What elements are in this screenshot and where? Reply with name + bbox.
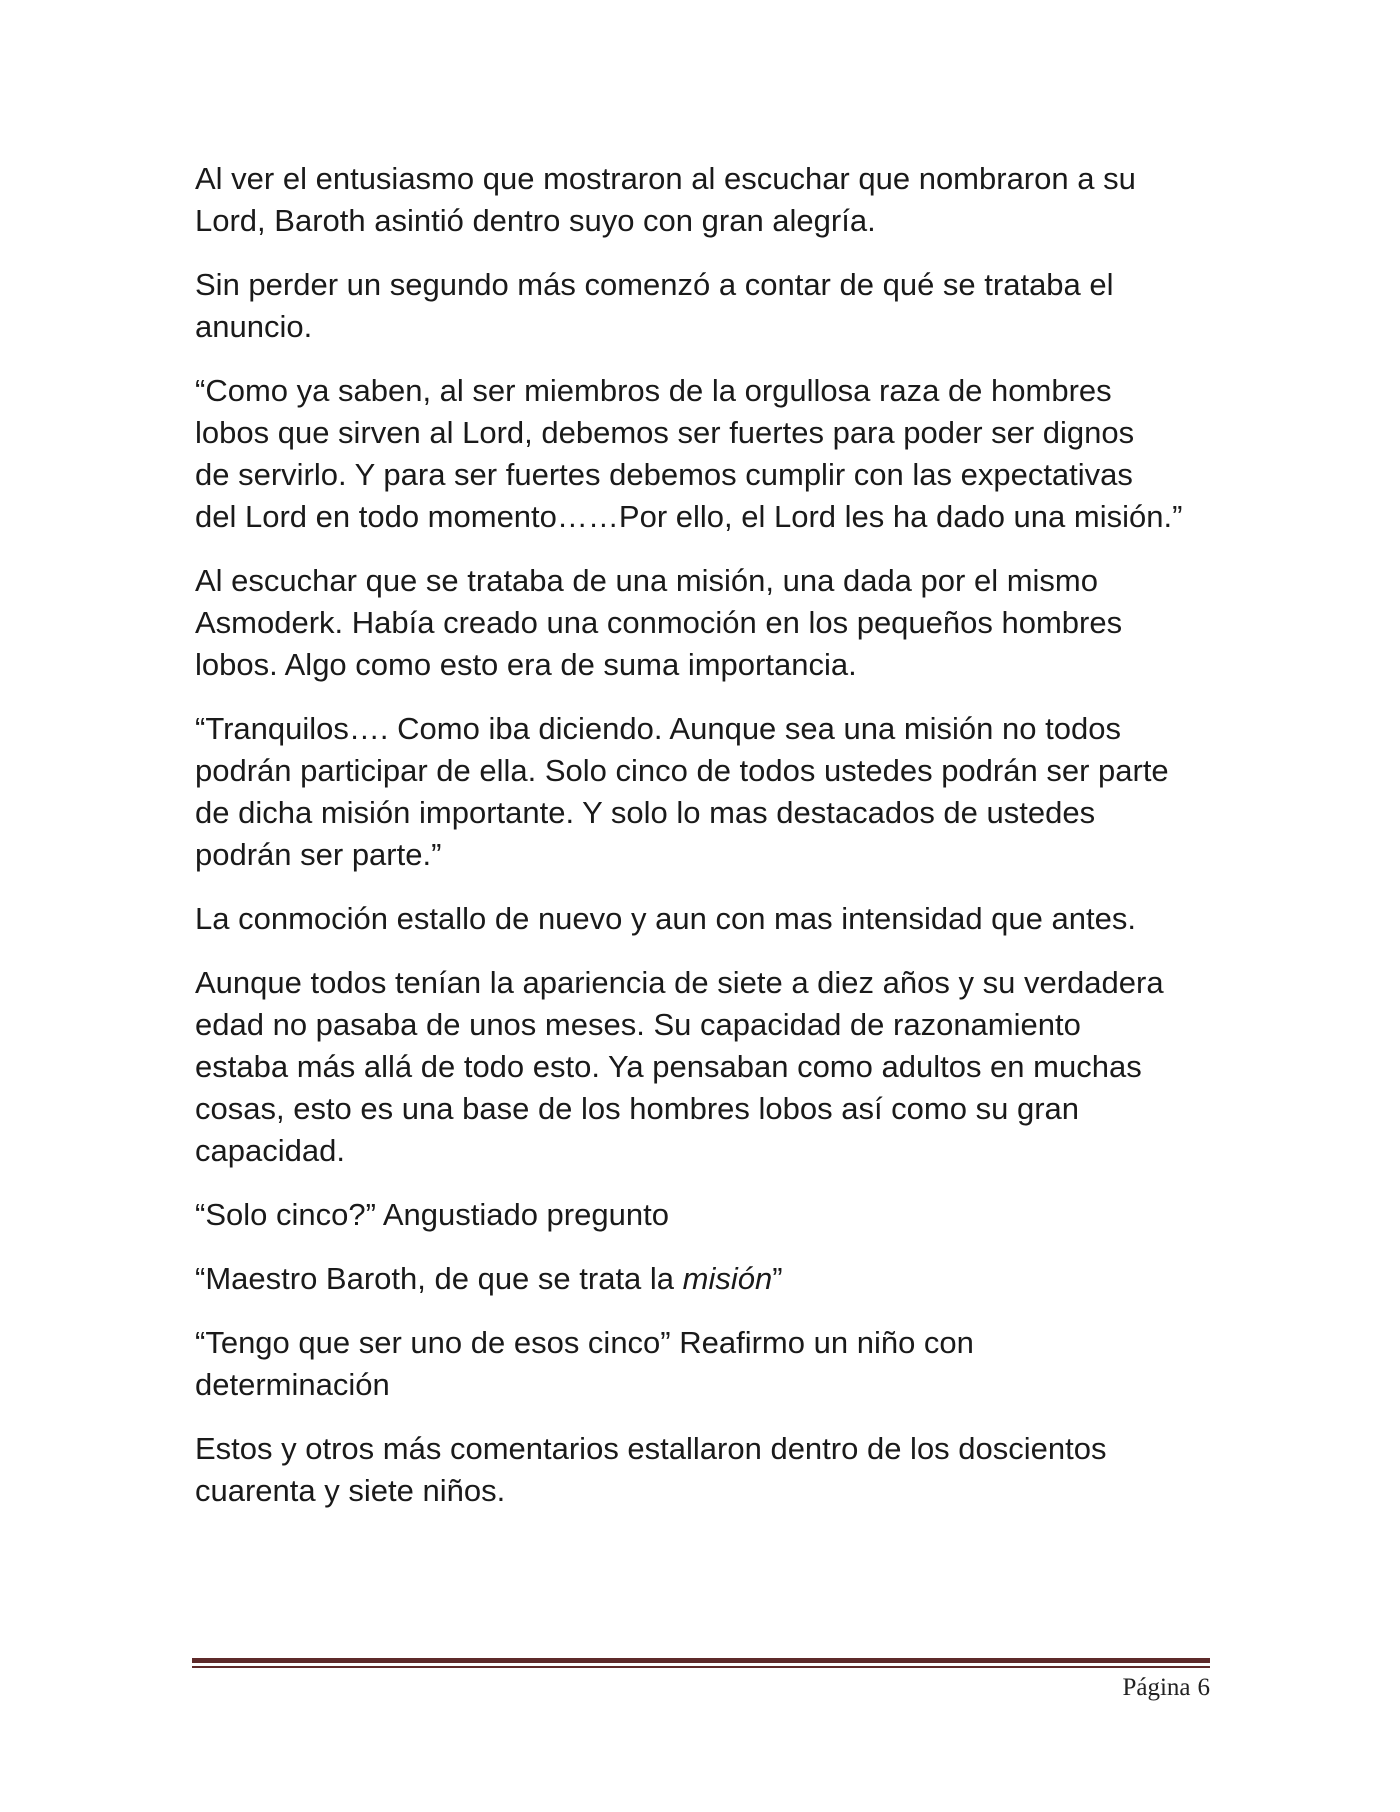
page-number: [1122, 1674, 1210, 1702]
text-line: [195, 1258, 1235, 1300]
paragraph-7: [195, 962, 1235, 1172]
body-text: [195, 158, 1235, 1534]
text-line: cosas, esto es una base de los hombres lobos así como su gran: [195, 1091, 1079, 1126]
text-line: Sin perder un segundo más comenzó a contar de qué se trataba el: [195, 267, 1114, 302]
text-line: determinación: [195, 1367, 390, 1402]
text-line: “Tengo que ser uno de esos cinco” Reafirmo un niño con: [195, 1325, 974, 1360]
text-run: ”: [772, 1261, 783, 1296]
text-line: Asmoderk. Había creado una conmoción en los pequeños hombres: [195, 605, 1123, 640]
text-line: podrán ser parte.”: [195, 837, 442, 872]
text-line: Al escuchar que se trataba de una misión, una dada por el mismo: [195, 563, 1098, 598]
paragraph-9: [195, 1258, 1235, 1300]
emphasized-word: misión: [682, 1261, 773, 1296]
footer-divider-thick: [192, 1658, 1210, 1663]
text-line: edad no pasaba de unos meses. Su capacidad de razonamiento: [195, 1007, 1081, 1042]
text-line: podrán participar de ella. Solo cinco de todos ustedes podrán ser parte: [195, 753, 1169, 788]
text-line: “Solo cinco?” Angustiado pregunto: [195, 1197, 669, 1232]
footer-divider-thin: [192, 1666, 1210, 1668]
text-line: de servirlo. Y para ser fuertes debemos cumplir con las expectativas: [195, 457, 1133, 492]
text-line: capacidad.: [195, 1133, 345, 1168]
text-line: del Lord en todo momento……Por ello, el Lord les ha dado una misión.”: [195, 499, 1183, 534]
paragraph-6: [195, 898, 1235, 940]
text-line: Al ver el entusiasmo que mostraron al escuchar que nombraron a su: [195, 161, 1136, 196]
paragraph-2: [195, 264, 1235, 348]
paragraph-10: [195, 1322, 1235, 1406]
text-line: anuncio.: [195, 309, 313, 344]
text-line: Aunque todos tenían la apariencia de siete a diez años y su verdadera: [195, 965, 1164, 1000]
paragraph-4: [195, 560, 1235, 686]
text-line: “Como ya saben, al ser miembros de la orgullosa raza de hombres: [195, 373, 1112, 408]
paragraph-3: [195, 370, 1235, 538]
text-line: La conmoción estallo de nuevo y aun con mas intensidad que antes.: [195, 901, 1136, 936]
paragraph-1: [195, 158, 1235, 242]
text-run: “Maestro Baroth, de que se trata la: [195, 1261, 683, 1296]
page-number-value: 6: [1197, 1674, 1210, 1701]
text-line: lobos. Algo como esto era de suma importancia.: [195, 647, 857, 682]
text-line: estaba más allá de todo esto. Ya pensaban como adultos en muchas: [195, 1049, 1142, 1084]
page-label: Página: [1122, 1674, 1191, 1701]
paragraph-11: [195, 1428, 1235, 1512]
text-line: de dicha misión importante. Y solo lo mas destacados de ustedes: [195, 795, 1096, 830]
paragraph-5: [195, 708, 1235, 876]
text-line: “Tranquilos…. Como iba diciendo. Aunque sea una misión no todos: [195, 711, 1121, 746]
paragraph-8: [195, 1194, 1235, 1236]
text-line: Lord, Baroth asintió dentro suyo con gran alegría.: [195, 203, 876, 238]
text-line: lobos que sirven al Lord, debemos ser fuertes para poder ser dignos: [195, 415, 1135, 450]
text-line: Estos y otros más comentarios estallaron dentro de los doscientos: [195, 1431, 1107, 1466]
text-line: cuarenta y siete niños.: [195, 1473, 506, 1508]
